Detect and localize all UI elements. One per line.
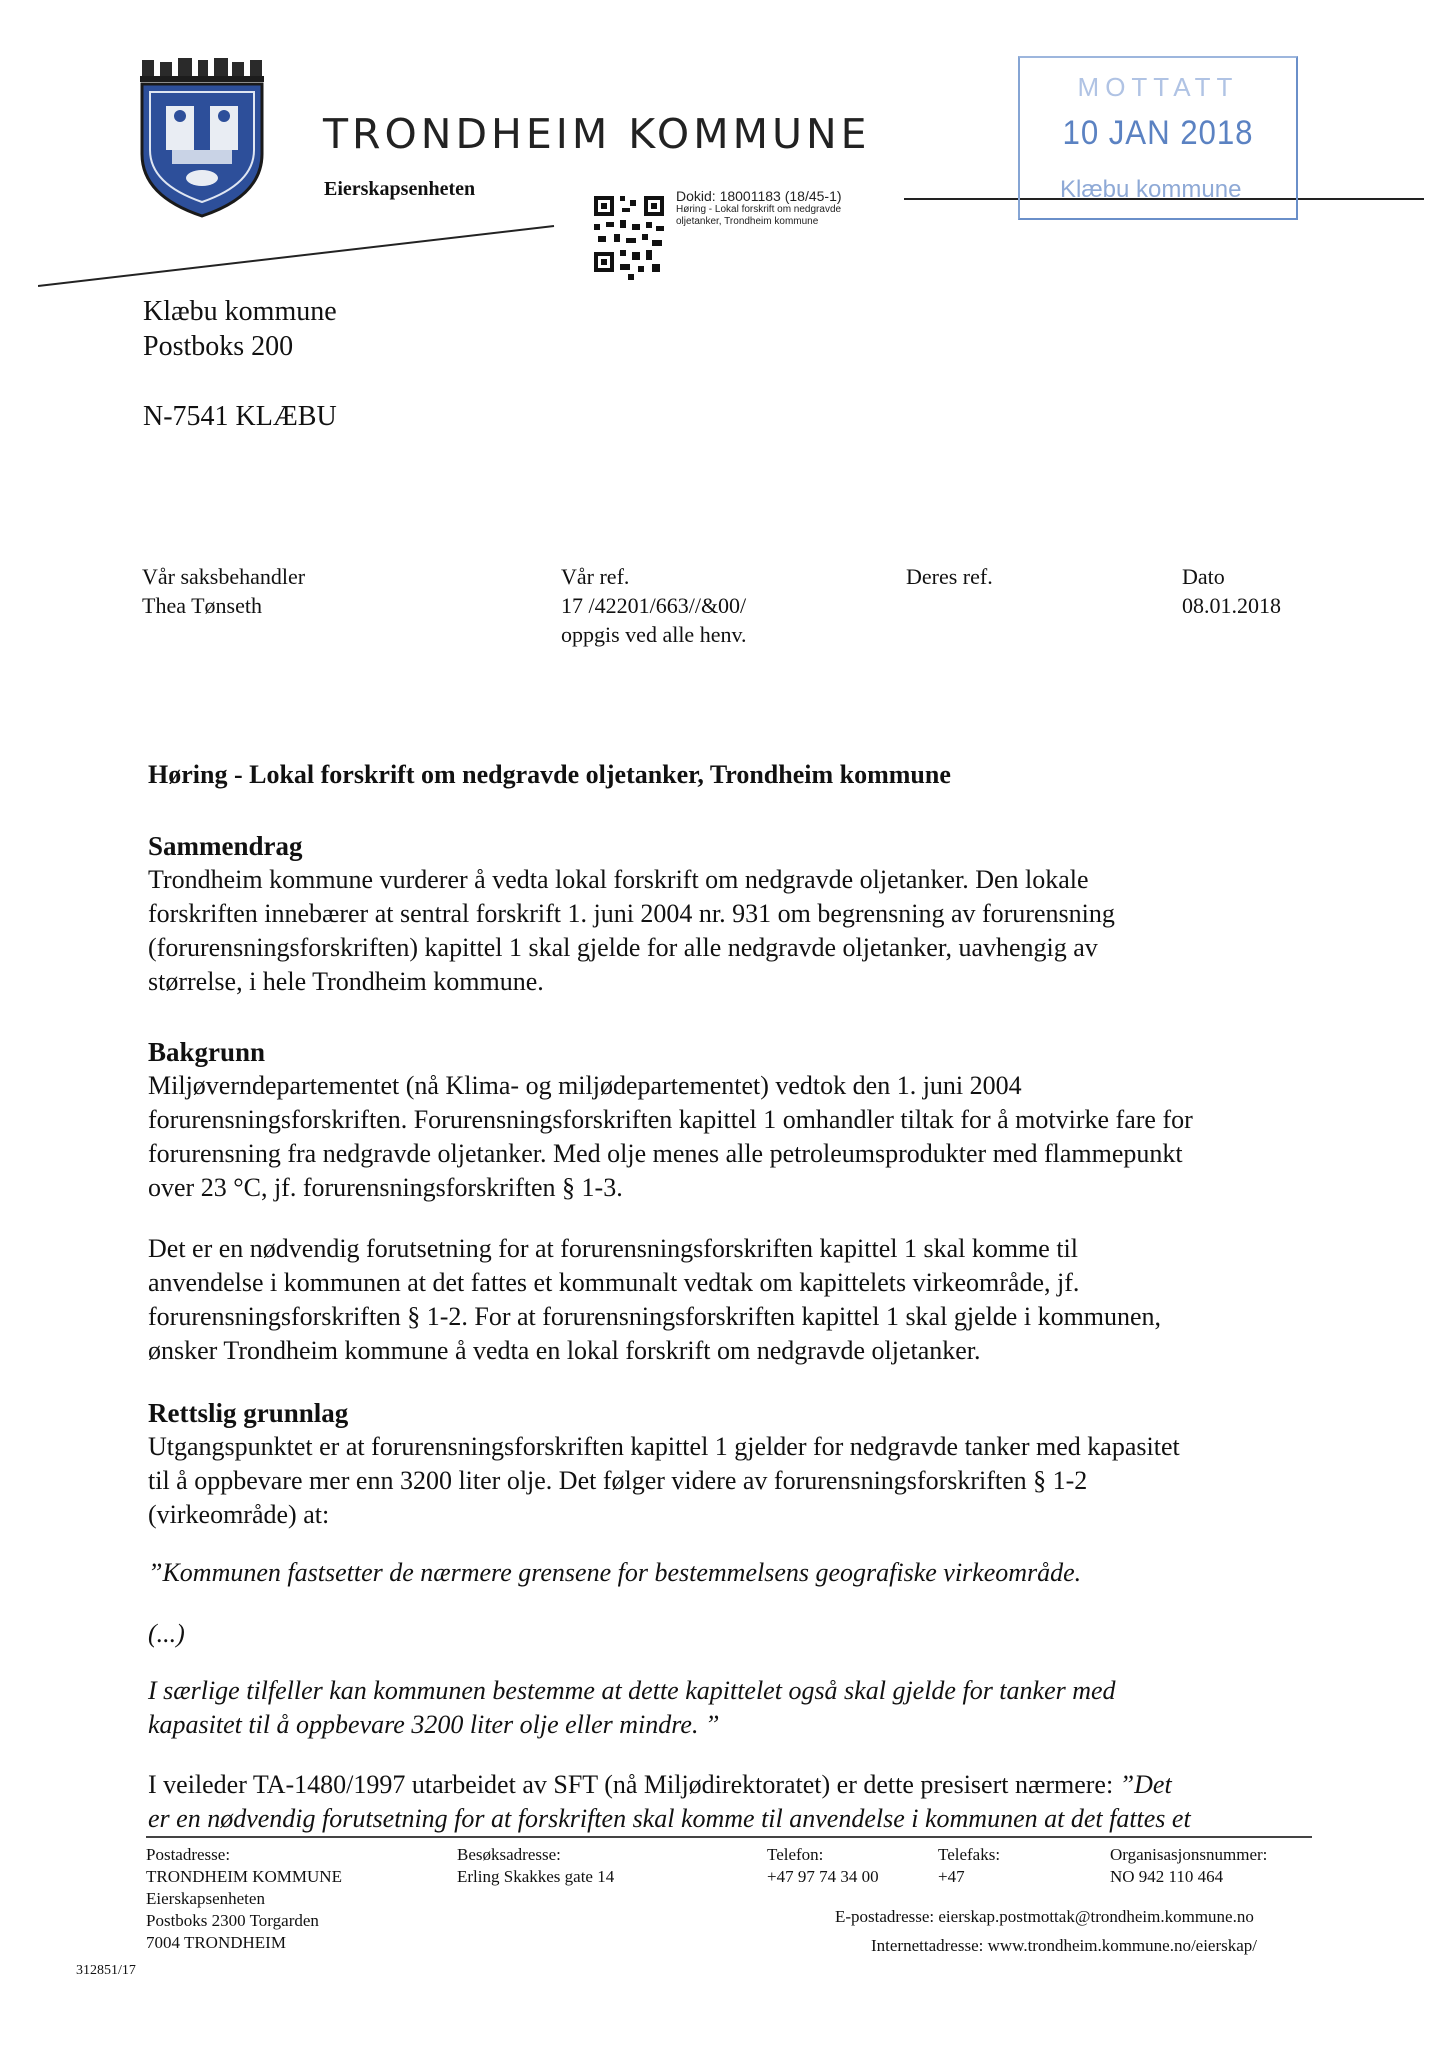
doc-subject-line-1: Høring - Lokal forskrift om nedgravde — [676, 204, 842, 215]
section-background — [148, 1035, 1318, 1205]
section-legal-basis — [148, 1396, 1318, 1532]
handler-block — [142, 562, 305, 620]
paragraph-line: forurensningsforskriften. Forurensningsforskriften kapittel 1 omhandler tiltak for å motvirke fare for — [148, 1105, 1193, 1134]
date-value: 08.01.2018 — [1182, 593, 1281, 618]
paragraph-line: forurensningsforskriften § 1-2. For at forurensningsforskriften kapittel 1 skal gjelde i kommunen, — [148, 1302, 1162, 1331]
stamp-date: 10 JAN 2018 — [1062, 114, 1254, 152]
org-name: TRONDHEIM KOMMUNE — [323, 110, 871, 158]
paragraph-line: ønsker Trondheim kommune å vedta en lokal forskrift om nedgravde oljetanker. — [148, 1336, 981, 1365]
paragraph-line: (virkeområde) at: — [148, 1500, 330, 1529]
quote-ellipsis: (...) — [148, 1619, 185, 1648]
recipient-line-3: N-7541 KLÆBU — [143, 401, 337, 432]
paragraph-line: størrelse, i hele Trondheim kommune. — [148, 967, 544, 996]
handler-value: Thea Tønseth — [142, 593, 262, 618]
guideline-paragraph — [148, 1768, 1318, 1836]
post-line-4: 7004 TRONDHEIM — [146, 1933, 286, 1952]
received-stamp — [1018, 56, 1298, 220]
guideline-text: I veileder TA-1480/1997 utarbeidet av SFT (nå Miljødirektoratet) er dette presisert nærmere: — [148, 1770, 1120, 1799]
paragraph-line: til å oppbevare mer enn 3200 liter olje. Det følger videre av forurensningsforskriften § 1-2 — [148, 1466, 1088, 1495]
paragraph-line: Det er en nødvendig forutsetning for at forurensningsforskriften kapittel 1 skal komme til — [148, 1234, 1078, 1263]
our-ref-value: 17 /42201/663//&00/ — [561, 593, 747, 618]
summary-heading: Sammendrag — [148, 831, 303, 861]
footer-fax — [938, 1844, 1000, 1888]
org-unit: Eierskapsenheten — [324, 178, 476, 200]
quote-paragraph — [148, 1674, 1318, 1742]
footer-visit-address — [457, 1844, 614, 1888]
phone-value: +47 97 74 34 00 — [767, 1867, 879, 1886]
paragraph-line: I særlige tilfeller kan kommunen bestemme at dette kapittelet også skal gjelde for tanker med — [148, 1676, 1116, 1705]
post-line-1: TRONDHEIM KOMMUNE — [146, 1867, 342, 1886]
paragraph-line: Miljøverndepartementet (nå Klima- og miljødepartementet) vedtok den 1. juni 2004 — [148, 1071, 1022, 1100]
paragraph-line: over 23 °C, jf. forurensningsforskriften § 1-3. — [148, 1173, 623, 1202]
section-background-paragraph-2 — [148, 1232, 1318, 1368]
our-ref-note: oppgis ved alle henv. — [561, 622, 747, 647]
recipient-address — [143, 294, 337, 434]
post-label: Postadresse: — [146, 1845, 231, 1864]
date-label: Dato — [1182, 564, 1225, 589]
legal-basis-heading: Rettslig grunnlag — [148, 1398, 349, 1428]
letter-title: Høring - Lokal forskrift om nedgravde oljetanker, Trondheim kommune — [148, 760, 951, 789]
guideline-quote-start: ”Det — [1119, 1770, 1172, 1799]
email-value[interactable]: eierskap.postmottak@trondheim.kommune.no — [938, 1907, 1254, 1926]
our-ref-block — [561, 562, 747, 649]
your-ref-label: Deres ref. — [906, 564, 993, 589]
footer-phone — [767, 1844, 879, 1888]
your-ref-block — [906, 562, 993, 591]
footer-email — [835, 1907, 1254, 1927]
fax-value: +47 — [938, 1867, 965, 1886]
recipient-line-1: Klæbu kommune — [143, 296, 337, 327]
our-ref-label: Vår ref. — [561, 564, 630, 589]
doc-subject-line-2: oljetanker, Trondheim kommune — [676, 216, 819, 227]
recipient-line-2: Postboks 200 — [143, 331, 294, 362]
footer-org-number — [1110, 1844, 1267, 1888]
paragraph-line: forskriften innebærer at sentral forskrift 1. juni 2004 nr. 931 om begrensning av forurensning — [148, 899, 1115, 928]
paragraph-line: (forurensningsforskriften) kapittel 1 skal gjelde for alle nedgravde oljetanker, uavhengig av — [148, 933, 1098, 962]
orgno-label: Organisasjonsnummer: — [1110, 1845, 1268, 1864]
doc-id: Dokid: 18001183 (18/45-1) — [676, 188, 842, 204]
qr-code — [592, 194, 666, 282]
fax-label: Telefaks: — [938, 1845, 1001, 1864]
paragraph-line: Trondheim kommune vurderer å vedta lokal forskrift om nedgravde oljetanker. Den lokale — [148, 865, 1089, 894]
handler-label: Vår saksbehandler — [142, 564, 306, 589]
paragraph-line: kapasitet til å oppbevare 3200 liter olje eller mindre. ” — [148, 1710, 720, 1739]
visit-value: Erling Skakkes gate 14 — [457, 1867, 615, 1886]
header-rule-left — [38, 224, 558, 294]
footer-web — [871, 1936, 1257, 1956]
post-line-2: Eierskapsenheten — [146, 1889, 265, 1908]
margin-document-number: 312851/17 — [76, 1963, 136, 1978]
coat-of-arms-logo — [132, 58, 272, 218]
post-line-3: Postboks 2300 Torgarden — [146, 1911, 319, 1930]
paragraph-line: forurensning fra nedgravde oljetanker. Med olje menes alle petroleumsprodukter med flammepunkt — [148, 1139, 1183, 1168]
phone-label: Telefon: — [767, 1845, 824, 1864]
background-heading: Bakgrunn — [148, 1037, 266, 1067]
web-label: Internettadresse: — [871, 1936, 984, 1955]
email-label: E-postadresse: — [835, 1907, 935, 1926]
paragraph-line: Utgangspunktet er at forurensningsforskriften kapittel 1 gjelder for nedgravde tanker med kapasitet — [148, 1432, 1180, 1461]
web-value[interactable]: www.trondheim.kommune.no/eierskap/ — [987, 1936, 1258, 1955]
orgno-value: NO 942 110 464 — [1110, 1867, 1224, 1886]
section-summary — [148, 829, 1318, 999]
footer-rule — [146, 1836, 1312, 1838]
document-id-label — [676, 189, 842, 228]
stamp-org: Klæbu kommune — [1060, 176, 1242, 203]
date-block — [1182, 562, 1281, 620]
visit-label: Besøksadresse: — [457, 1845, 561, 1864]
stamp-received: MOTTATT — [1077, 72, 1239, 102]
quote-line-1: ”Kommunen fastsetter de nærmere grensene for bestemmelsens geografiske virkeområde. — [148, 1558, 1082, 1587]
paragraph-line: anvendelse i kommunen at det fattes et kommunalt vedtak om kapittelets virkeområde, jf. — [148, 1268, 1080, 1297]
paragraph-line — [148, 1768, 1318, 1802]
paragraph-line: er en nødvendig forutsetning for at forskriften skal komme til anvendelse i kommunen at det fattes et — [148, 1804, 1191, 1833]
footer-post-address — [146, 1844, 342, 1954]
